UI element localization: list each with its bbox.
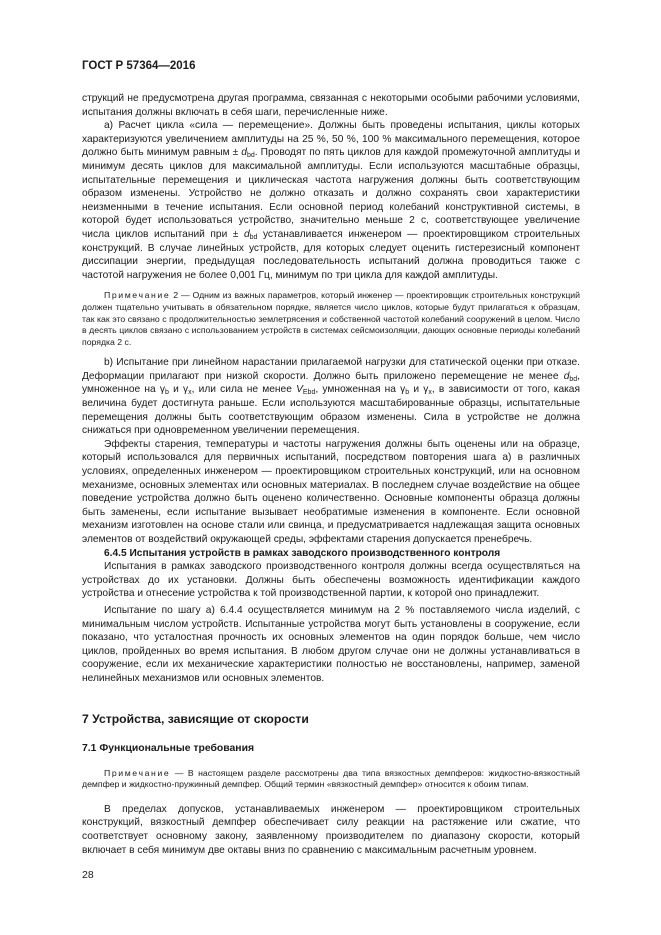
- symbol-sub-b: b: [405, 389, 410, 397]
- note-7-1: Примечание — В настоящем разделе рассмотрены два типа вязкостных демпферов: жидкостно-вязкостный демпфер и жидкостно-пружинный демпфер. Общий термин «вязкостный демпфер» относится к обоим типам.: [82, 767, 580, 790]
- symbol-sub-x: x: [428, 389, 432, 397]
- note-label: Примечание: [104, 290, 171, 301]
- paragraph-factory-control: Испытания в рамках заводского производственного контроля должны всегда осуществляться на устройствах до их установки. Должны быть обеспечены возможность идентификации каждого устройства и отнесение устройства к той производственной партии, к которой оно принадлежит.: [82, 561, 580, 600]
- symbol-d: d: [563, 370, 570, 382]
- paragraph-aging: Эффекты старения, температуры и частоты нагружения должны быть оценены или на образце, который использовался для первичных испытаний, посредством повторения шага а) в различных условиях, определенных инженером — проектировщиком строительных конструкций, или на основном механизме, основных элементах или основных материалах. В последнем случае воздействие на общее поведение устройства должно быть оценено количественно. Основные компоненты образца должны быть заменены, если испытание вызывает необратимые изменения в компоненте. Если основной механизм изготовлен на основе стали или свинца, и предусматривается надлежащая защита основных элементов от воздействий окружающей среды, эффектами старения допускается пренебречь.: [82, 438, 580, 545]
- note-label: Примечание: [104, 767, 171, 778]
- symbol-d: d: [243, 228, 250, 240]
- section-heading-7-1: 7.1 Функциональные требования: [82, 742, 255, 754]
- symbol-sub-ebd: Ebd: [302, 389, 316, 397]
- paragraph-viscous-damper: В пределах допусков, устанавливаемых инженером — проектировщиком строительных конструкций, вязкостный демпфер обеспечивает силу реакции на растяжение или сжатие, что соответствует основному закону, заявленному производителем по диапазону скорости, который включает в себя минимум две октавы вниз по сравнению с максимальным расчетным уровнем.: [82, 803, 580, 856]
- symbol-sub-b: b: [165, 389, 169, 397]
- paragraph-step-b: b) Испытание при линейном нарастании прилагаемой нагрузки для статической оценки при отказе. Деформации прилагают при низкой скорости. Должно быть приложено перемещение не менее $d_{bd}$, умноженное на $\gamma_b$ и $\gamma_x$, или сила не менее $V_{Ebd}$, умноженная на $\gamma_b$ и $\gamma_x$, в зависимости от того, какая величина будет достигнута раньше. Если используются масштабированные образцы, испытательные перемещения должны быть соответствующим образом изменены. Сила в устройстве не должна снижаться при одновременном увеличении перемещения.: [82, 357, 580, 437]
- document-header: ГОСТ Р 57364—2016: [82, 60, 196, 72]
- symbol-sub-bd: bd: [246, 152, 255, 160]
- symbol-d: d: [241, 147, 247, 159]
- paragraph-factory-test: Испытание по шагу а) 6.4.4 осуществляется минимум на 2 % поставляемого числа изделий, с минимальным числом устройств. Испытанные устройства могут быть установлены в сооружение, если показано, что усталостная прочность их основных элементов на один порядок больше, чем число циклов, пройденных во время испытания. В любом другом случае они не должны устанавливаться в сооружение, если их механические характеристики полностью не восстановлены, например, заменой нелинейных механизмов или основных элементов.: [82, 604, 580, 684]
- page-content: [82, 92, 580, 857]
- symbol-sub-bd: bd: [569, 375, 578, 383]
- note-2: Примечание 2 — Одним из важных параметров, который инженер — проектировщик строительных конструкций должен тщательно учитывать в обязательном порядке, является число циклов, которые будут прилагаться к образцам, так как это связано с продолжительностью землетрясения и собственной частотой колебаний сооружений в целом. Число в десять циклов связано с использованием устройств в системах сейсмоизоляции, дающих основные периоды колебаний порядка 2 с.: [82, 290, 580, 347]
- symbol-sub-bd: bd: [249, 233, 258, 241]
- section-heading-7: 7 Устройства, зависящие от скорости: [82, 711, 309, 726]
- section-heading-6-4-5: 6.4.5 Испытания устройств в рамках заводского производственного контроля: [104, 547, 501, 559]
- paragraph-intro: струкций не предусмотрена другая программа, связанная с некоторыми особыми рабочими условиями, испытания должны включать в себя шаги, перечисленные ниже.: [82, 93, 580, 118]
- symbol-sub-x: x: [188, 389, 192, 397]
- symbol-v: V: [296, 384, 303, 396]
- paragraph-step-a: а) Расчет цикла «сила — перемещение». Должны быть проведены испытания, циклы которых характеризуются увеличением амплитуды на 25 %, 50 %, 100 % максимального перемещения, которое должно быть минимум равным ± $d_{bd}$. Проводят по пять циклов для каждой промежуточной амплитуды и минимум десять циклов для максимальной амплитуды. Если используются масштабные образцы, испытательные перемещения и циклическая частота нагружения должны быть соответствующим образом изменены. Устройство не должно отказать и должно сохранять свои характеристики неизменными в течение испытания. Если основной период колебаний конструктивной системы, в которой будет использоваться устройство, значительно меньше 2 с, соответствующее увеличение числа циклов испытаний при ± $d_{bd}$ устанавливается инженером — проектировщиком строительных конструкций. В случае линейных устройств, для которых следует оценить гистерезисный компонент диссипации энергии, предыдущая последовательность испытаний должна проводиться также с частотой нагружения не более 0,001 Гц, минимум по три цикла для каждой амплитуды.: [82, 120, 581, 281]
- page-number: 28: [82, 869, 94, 881]
